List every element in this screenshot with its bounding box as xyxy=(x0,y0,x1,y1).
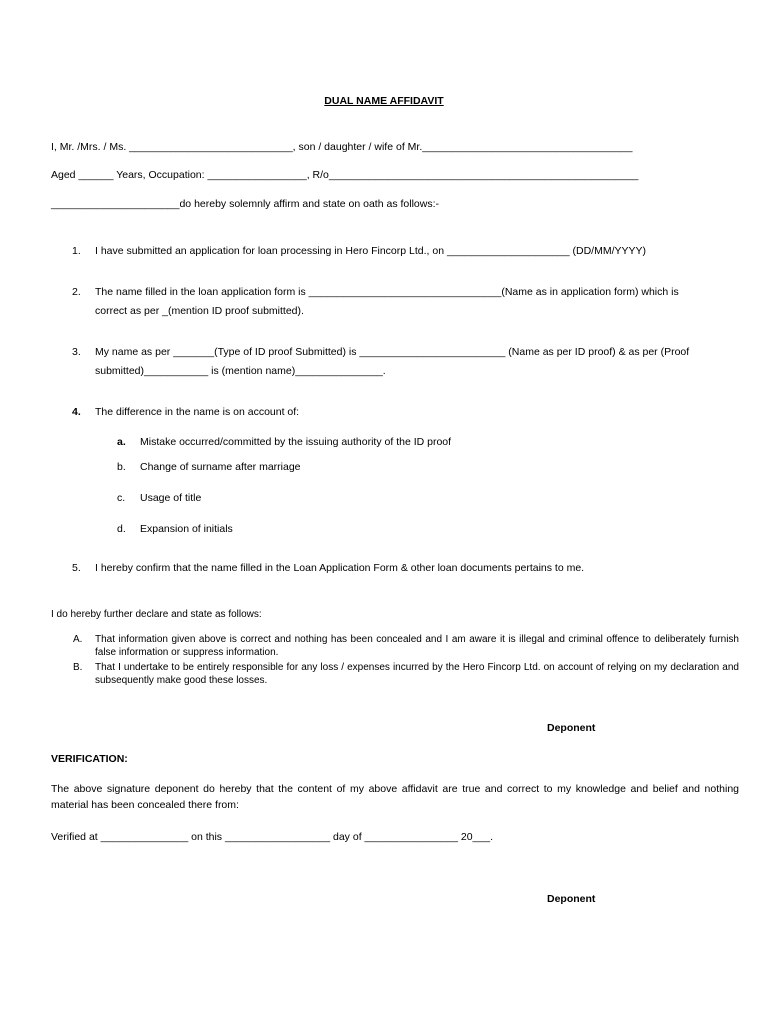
item-number: 5. xyxy=(72,562,81,574)
intro-line-1: I, Mr. /Mrs. / Ms. ____________________________, son / daughter / wife of Mr.____________________________________ xyxy=(51,141,633,153)
sub-item-label: a. xyxy=(117,436,126,448)
item-text: My name as per _______(Type of ID proof Submitted) is _________________________ (Name as per ID proof) & as per (Proof xyxy=(95,346,690,358)
item-text-cont: submitted)___________ is (mention name)_______________. xyxy=(95,365,386,377)
further-heading: I do hereby further declare and state as follows: xyxy=(51,609,262,620)
item-text: The name filled in the loan application form is _________________________________(Name as in application form) which is xyxy=(95,286,679,298)
declaration-text: That I undertake to be entirely responsible for any loss / expenses incurred by the Hero Fincorp Ltd. on account of relying on my declaration and subsequently make good these losses. xyxy=(95,662,739,686)
item-text: I hereby confirm that the name filled in the Loan Application Form & other loan documents pertains to me. xyxy=(95,562,585,574)
sub-item-text: Change of surname after marriage xyxy=(140,461,301,473)
declaration-text: That information given above is correct and nothing has been concealed and I am aware it is illegal and criminal offence to deliberately furnish false information or suppress information. xyxy=(95,634,739,658)
deponent-label-bottom: Deponent xyxy=(547,893,596,905)
sub-item-text: Mistake occurred/committed by the issuing authority of the ID proof xyxy=(140,436,452,448)
item-text: I have submitted an application for loan processing in Hero Fincorp Ltd., on _____________________ (DD/MM/YYYY) xyxy=(95,245,646,257)
declaration-label: A. xyxy=(73,634,83,645)
item-number: 4. xyxy=(72,406,81,418)
verification-text: The above signature deponent do hereby that the content of my above affidavit are true and correct to my knowledge and belief and nothing material has been concealed there from: xyxy=(51,783,739,811)
intro-line-2: Aged ______ Years, Occupation: _________________, R/o_____________________________________________________ xyxy=(51,169,639,181)
item-text-cont: correct as per _(mention ID proof submitted). xyxy=(95,305,304,317)
item-number: 1. xyxy=(72,245,81,257)
item-text: The difference in the name is on account of: xyxy=(95,406,300,418)
sub-item-text: Usage of title xyxy=(140,492,202,504)
page-title: DUAL NAME AFFIDAVIT xyxy=(324,95,444,107)
verified-line: Verified at _______________ on this __________________ day of ________________ 20___. xyxy=(51,831,493,843)
item-number: 3. xyxy=(72,346,81,358)
deponent-label: Deponent xyxy=(547,722,596,734)
declaration-label: B. xyxy=(73,662,83,673)
item-number: 2. xyxy=(72,286,81,298)
sub-item-label: d. xyxy=(117,523,126,535)
sub-item-text: Expansion of initials xyxy=(140,523,233,535)
intro-line-3: ______________________do hereby solemnly affirm and state on oath as follows:- xyxy=(51,198,439,210)
sub-item-label: b. xyxy=(117,461,126,473)
verification-heading: VERIFICATION: xyxy=(51,753,128,765)
sub-item-label: c. xyxy=(117,492,126,504)
